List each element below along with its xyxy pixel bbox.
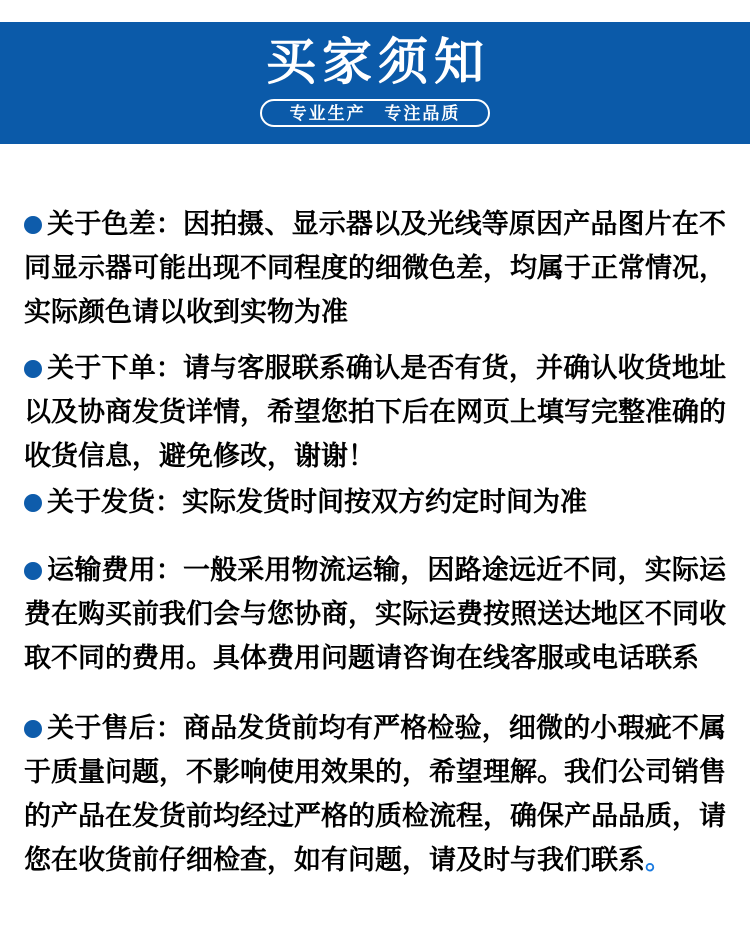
notice-list [0,144,750,882]
notice-label: 关于色差： [47,209,183,239]
notice-paragraph [24,706,726,882]
header-badge-label: 专业生产 专注品质 [289,103,461,123]
notice-text: 一般采用物流运输，因路途远近不同，实际运费在购买前我们会与您协商，实际运费按照送达地区不同收取不同的费用。具体费用问题请咨询在线客服或电话联系 [24,555,727,673]
notice-paragraph [24,480,726,524]
notice-text: 请与客服联系确认是否有货，并确认收货地址以及协商发货详情，希望您拍下后在网页上填写完整准确的收货信息，避免修改，谢谢！ [24,353,727,471]
notice-paragraph [24,346,726,478]
header-badge [260,99,491,127]
notice-label: 关于售后： [47,713,183,743]
bullet-icon [24,494,42,512]
notice-label: 关于下单： [47,353,183,383]
notice-suffix: 。 [645,845,672,875]
bullet-icon [24,562,42,580]
bullet-icon [24,216,42,234]
notice-text: 商品发货前均有严格检验，细微的小瑕疵不属于质量问题，不影响使用效果的，希望理解。我们公司销售的产品在发货前均经过严格的质检流程，确保产品品质，请您在收货前仔细检查，如有问题，请及时与我们联系 [24,713,727,875]
bullet-icon [24,360,42,378]
page-title: 买家须知 [266,34,490,90]
notice-paragraph [24,548,726,680]
bullet-icon [24,720,42,738]
notice-paragraph [24,202,726,334]
notice-label: 运输费用： [47,555,183,585]
header-banner [0,22,750,144]
notice-label: 关于发货： [47,487,182,517]
notice-text: 实际发货时间按双方约定时间为准 [182,487,587,517]
notice-text: 因拍摄、显示器以及光线等原因产品图片在不同显示器可能出现不同程度的细微色差，均属于正常情况，实际颜色请以收到实物为准 [24,209,727,327]
